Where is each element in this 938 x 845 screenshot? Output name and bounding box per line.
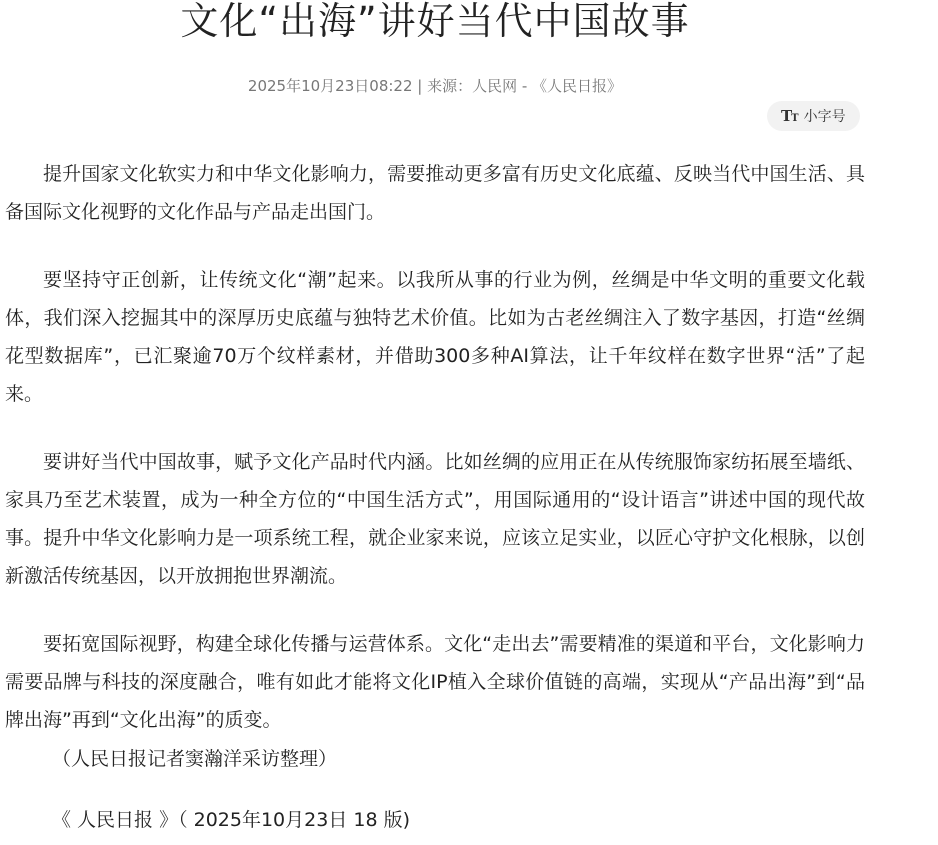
meta-separator: |: [412, 77, 428, 95]
article-paragraph-2: 要坚持守正创新，让传统文化“潮”起来。以我所从事的行业为例，丝绸是中华文明的重要文化载体，我们深入挖掘其中的深厚历史底蕴与独特艺术价值。比如为古老丝绸注入了数字基因，打造“丝绸花型数据库”，已汇聚逾70万个纹样素材，并借助300多种AI算法，让千年纹样在数字世界“活”了起来。: [5, 269, 865, 405]
publish-datetime: 2025年10月23日08:22: [247, 77, 413, 95]
source-link[interactable]: 人民网 - 《人民日报》: [472, 77, 623, 95]
font-size-toggle-label: 小字号: [803, 109, 846, 125]
article-title: 文化“出海”讲好当代中国故事: [180, 0, 690, 43]
article-body: [5, 155, 865, 769]
article-paragraph-4: 要拓宽国际视野，构建全球化传播与运营体系。文化“走出去”需要精准的渠道和平台，文化影响力需要品牌与科技的深度融合，唯有如此才能将文化IP植入全球价值链的高端，实现从“产品出海”到“品牌出海”再到“文化出海”的质变。: [5, 633, 865, 731]
reporter-note: （人民日报记者窦瀚洋采访整理）: [52, 748, 338, 770]
text-size-icon: TT: [781, 107, 798, 125]
font-size-toggle-button[interactable]: [767, 101, 860, 131]
article-meta: [0, 76, 870, 96]
print-source: 《 人民日报 》（ 2025年10月23日 18 版): [52, 809, 410, 831]
source-label: 来源：: [427, 77, 473, 95]
article-paragraph-1: 提升国家文化软实力和中华文化影响力，需要推动更多富有历史文化底蕴、反映当代中国生活、具备国际文化视野的文化作品与产品走出国门。: [5, 163, 865, 223]
article-paragraph-3: 要讲好当代中国故事，赋予文化产品时代内涵。比如丝绸的应用正在从传统服饰家纺拓展至墙纸、家具乃至艺术装置，成为一种全方位的“中国生活方式”，用国际通用的“设计语言”讲述中国的现代故事。提升中华文化影响力是一项系统工程，就企业家来说，应该立足实业，以匠心守护文化根脉，以创新激活传统基因，以开放拥抱世界潮流。: [5, 451, 865, 587]
